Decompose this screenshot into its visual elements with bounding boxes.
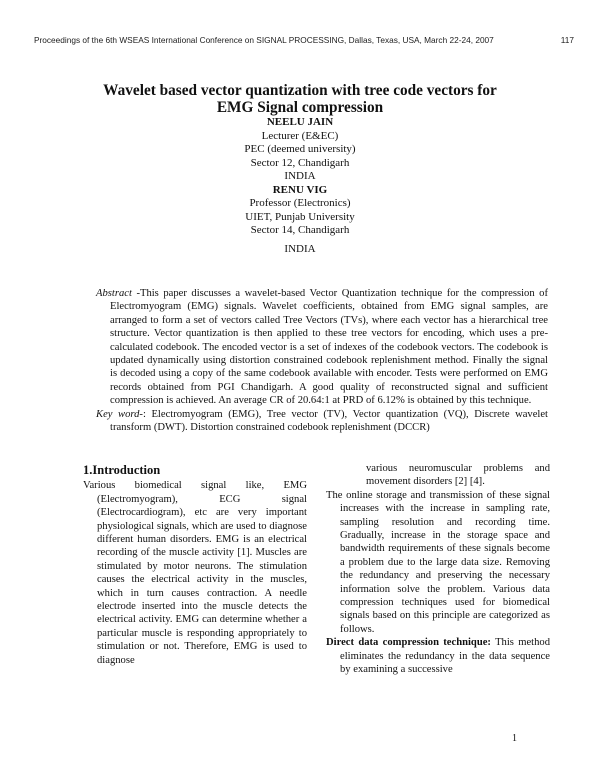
- keywords-text: Electromyogram (EMG), Tree vector (TV), Vector quantization (VQ), Discrete wavelet transform (DWT). Distortion constrained codebook replenishment (DCCR): [110, 408, 549, 434]
- body-paragraph: [326, 636, 550, 676]
- author-affiliation: INDIA: [284, 242, 316, 255]
- paper-title: [60, 82, 540, 116]
- author-affiliation: PEC (deemed university): [244, 143, 356, 155]
- author-affiliation: Sector 12, Chandigarh: [250, 156, 350, 169]
- abstract-label: Abstract: [96, 288, 132, 299]
- keywords-sep: -:: [139, 408, 152, 420]
- running-header: [34, 35, 574, 45]
- title-line-2: EMG Signal compression: [216, 99, 384, 116]
- keywords-paragraph: [96, 408, 548, 435]
- title-line-1: Wavelet based vector quantization with tree code vectors for: [103, 82, 497, 99]
- header-page-number: 117: [560, 35, 574, 45]
- direct-label: Direct data compression technique:: [326, 637, 491, 649]
- author-name: NEELU JAIN: [266, 116, 334, 128]
- author-affiliation: INDIA: [284, 170, 316, 182]
- author-name: RENU VIG: [272, 183, 328, 196]
- direct-text: This method eliminates the redundancy in the data sequence by examining a successive: [340, 637, 550, 676]
- body-paragraph: Various biomedical signal like, EMG (Electromyogram), ECG signal (Electrocardiogram), etc are very important physiological signals, which are used to diagnose different human disorders. EMG is an electrical recording of the muscle activity [1]. Muscles are stimulated by motor neurons. The stimulation causes the electrical activity in the muscles, which in turn causes contraction. A needle electrode inserted into the muscle detects the electrical activity. EMG can determine whether a particular muscle is responding appropriately to stimulation or not. Therefore, EMG is used to diagnose: [83, 480, 307, 666]
- author-block: [150, 116, 450, 256]
- section-heading: 1.Introduction: [83, 463, 161, 477]
- body-paragraph: The online storage and transmission of these signal increases with the increase in sampling rate, sampling resolution and recording time. Gradually, increase in the storage space and bandwidth requirements of these signals become a problem due to the large data size. Removing the redundancy and preserving the necessary information solve the problem. Various data compression techniques used for biomedical signals based on this principle are categorized as follows.: [326, 489, 550, 635]
- author-affiliation: Professor (Electronics): [249, 197, 351, 209]
- keywords-label: Key word: [96, 408, 140, 420]
- author-affiliation: UIET, Punjab University: [245, 210, 355, 223]
- abstract: [96, 287, 548, 434]
- header-text: Proceedings of the 6th WSEAS International Conference on SIGNAL PROCESSING, Dallas, Texas, USA, March 22-24, 2007: [34, 35, 494, 45]
- abstract-paragraph: [96, 287, 548, 408]
- author-affiliation: Sector 14, Chandigarh: [250, 224, 350, 236]
- left-column: [83, 462, 307, 667]
- right-column: [326, 462, 550, 677]
- body-paragraph-continued: various neuromuscular problems and movement disorders [2] [4].: [366, 463, 550, 488]
- footer-page-number: 1: [512, 733, 517, 744]
- abstract-text: -This paper discusses a wavelet-based Vector Quantization technique for the compression of Electromyogram (EMG) signals. Wavelet coefficients, obtained from EMG signal samples, are arranged to form a set of vectors called Tree Vectors (TVs), where each vector has a hierarchical tree structure. Vector quantization is then applied to these tree vectors for encoding, which uses a pre-calculated codebook. The encoded vector is a set of indexes of the codebook vectors. The codebook is updated dynamically using distortion constrained codebook replenishment method. Finally the signal is decoded using a copy of the same codebook available with encoder. Tests were performed on EMG records obtained from PGI Chandigarh. A good quality of reconstructed signal and sufficient compression is achieved. An average CR of 20.64:1 at PRD of 6.12% is obtained by this technique.: [110, 288, 548, 407]
- author-affiliation: Lecturer (E&EC): [261, 129, 339, 142]
